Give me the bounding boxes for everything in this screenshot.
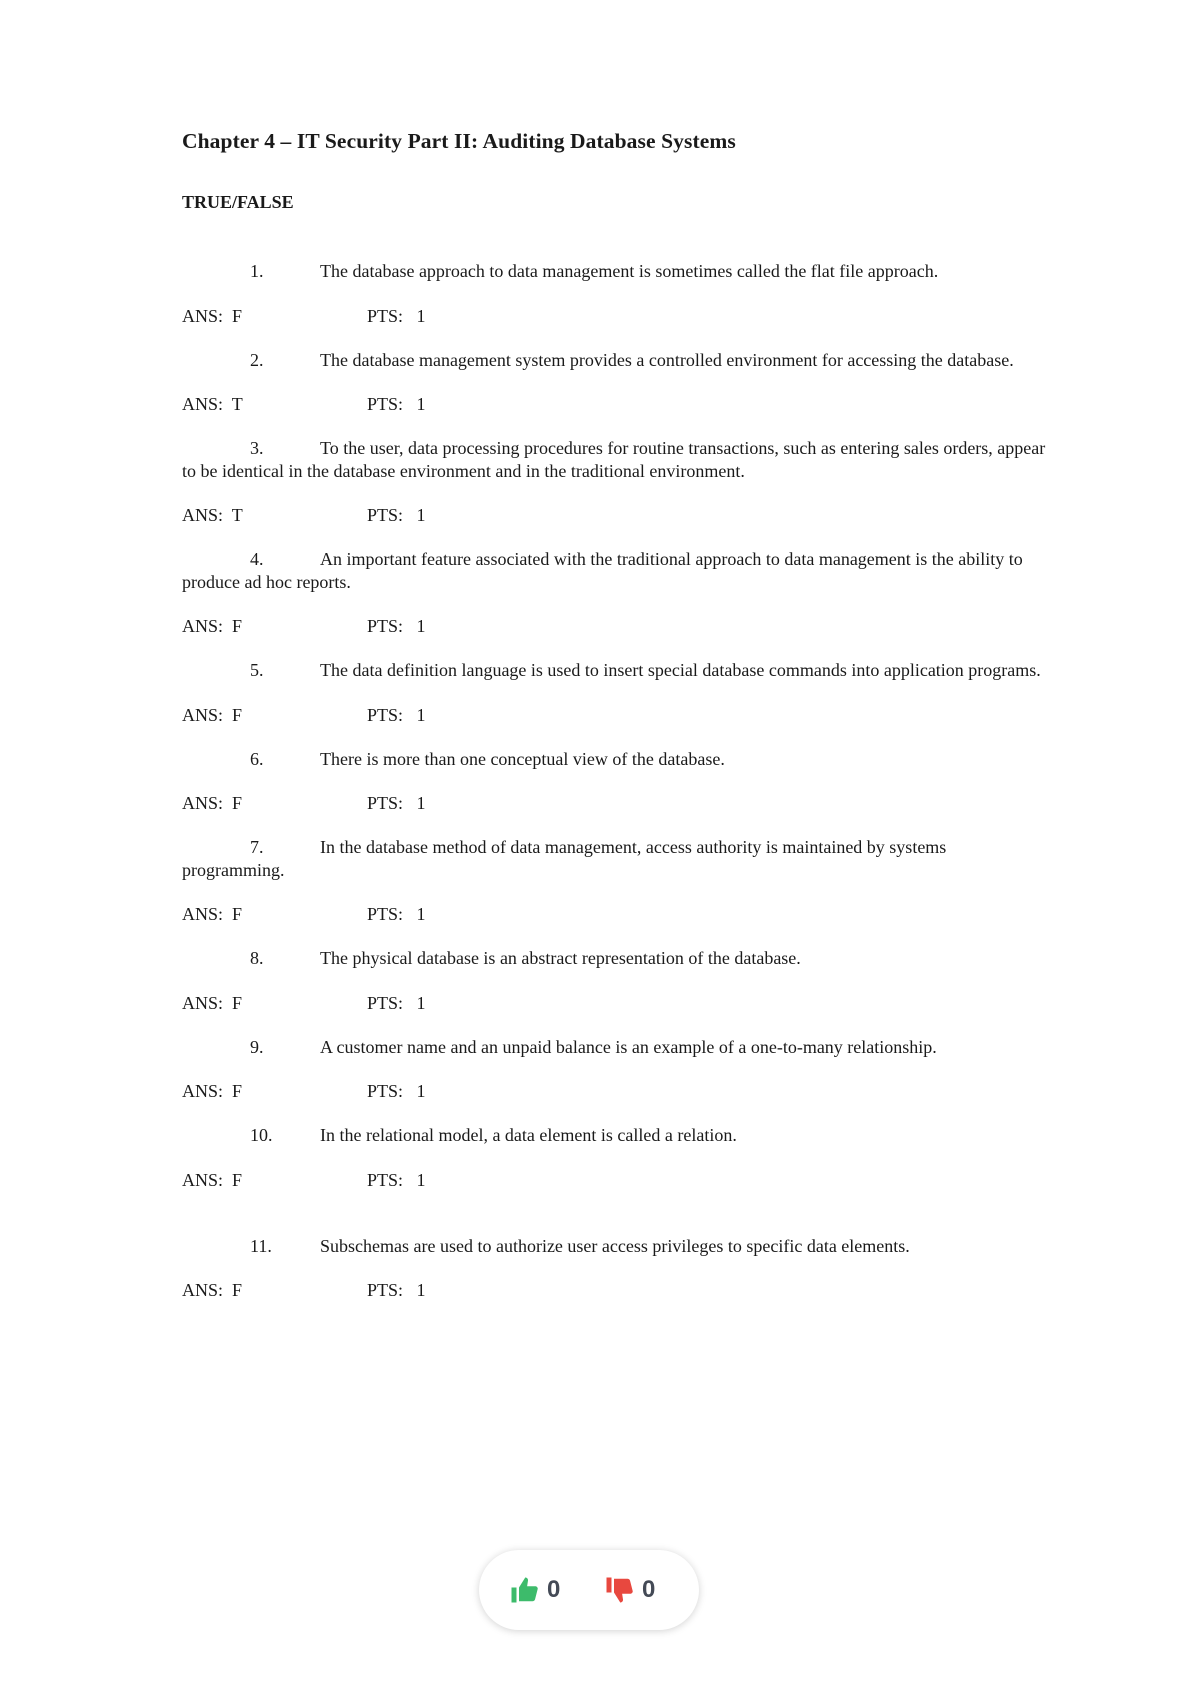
- question-text: In the relational model, a data element is called a relation.: [320, 1125, 737, 1145]
- upvote-button[interactable]: [509, 1572, 560, 1608]
- question-8: [182, 947, 1052, 970]
- question-number: 9.: [250, 1036, 264, 1057]
- question-11: [182, 1235, 1052, 1258]
- points: PTS: 1: [367, 1280, 426, 1300]
- answer-line-11: [182, 1279, 1052, 1301]
- question-7: [182, 836, 1052, 881]
- answer: ANS: T: [182, 505, 243, 525]
- answer-line-1: [182, 305, 1052, 327]
- answer: ANS: F: [182, 1280, 243, 1300]
- question-number: 5.: [250, 660, 264, 680]
- answer: ANS: F: [182, 904, 243, 924]
- question-number: 7.: [250, 837, 264, 857]
- question-list: [182, 260, 1052, 1301]
- question-text: Subschemas are used to authorize user access privileges to specific data elements.: [320, 1235, 910, 1256]
- answer: ANS: F: [182, 704, 243, 725]
- question-number: 11.: [250, 1235, 272, 1256]
- answer-line-6: [182, 792, 1052, 814]
- question-10: [182, 1124, 1052, 1147]
- answer-line-8: [182, 992, 1052, 1014]
- question-number: 4.: [250, 549, 264, 569]
- points: PTS: 1: [367, 1081, 426, 1101]
- points: PTS: 1: [367, 1169, 426, 1190]
- points: PTS: 1: [367, 793, 426, 813]
- question-1: [182, 260, 1052, 283]
- question-text: The data definition language is used to insert special database commands into application programs.: [320, 660, 1041, 680]
- question-4: [182, 548, 1052, 593]
- question-number: 8.: [250, 948, 264, 968]
- section-heading: TRUE/FALSE: [182, 192, 294, 212]
- answer-line-7: [182, 903, 1052, 925]
- answer-line-2: [182, 393, 1052, 415]
- points: PTS: 1: [367, 505, 426, 525]
- answer-line-10: [182, 1169, 1052, 1191]
- question-6: [182, 748, 1052, 771]
- vote-widget: [479, 1550, 699, 1630]
- answer: ANS: F: [182, 1169, 243, 1190]
- spacer: [182, 1213, 1052, 1235]
- question-text: There is more than one conceptual view of the database.: [320, 748, 725, 769]
- points: PTS: 1: [367, 616, 426, 636]
- question-text: The database management system provides a controlled environment for accessing the database.: [320, 349, 1014, 370]
- question-text: A customer name and an unpaid balance is an example of a one-to-many relationship.: [320, 1036, 937, 1057]
- points: PTS: 1: [367, 904, 426, 924]
- downvote-button[interactable]: [604, 1572, 655, 1608]
- question-5: [182, 659, 1052, 682]
- question-text: An important feature associated with the traditional approach to data management is the ability to produce ad hoc reports.: [182, 549, 1023, 592]
- question-9: [182, 1036, 1052, 1059]
- points: PTS: 1: [367, 394, 426, 414]
- chapter-title: Chapter 4 – IT Security Part II: Auditing Database Systems: [182, 129, 736, 153]
- answer-line-9: [182, 1080, 1052, 1102]
- question-text: The database approach to data management is sometimes called the flat file approach.: [320, 261, 939, 281]
- answer-line-5: [182, 704, 1052, 726]
- downvote-count: 0: [642, 1576, 656, 1603]
- question-number: 10.: [250, 1125, 273, 1145]
- question-text: In the database method of data management, access authority is maintained by systems programming.: [182, 837, 947, 880]
- question-3: [182, 437, 1052, 482]
- points: PTS: 1: [367, 992, 426, 1013]
- document-page: [182, 126, 1052, 1323]
- points: PTS: 1: [367, 704, 426, 725]
- question-text: The physical database is an abstract representation of the database.: [320, 948, 801, 968]
- answer: ANS: F: [182, 616, 243, 636]
- answer-line-3: [182, 504, 1052, 526]
- answer: ANS: F: [182, 793, 243, 813]
- thumbs-down-icon: [604, 1575, 634, 1605]
- question-number: 1.: [250, 261, 264, 281]
- question-2: [182, 349, 1052, 372]
- thumbs-up-icon: [509, 1575, 539, 1605]
- question-number: 3.: [250, 438, 264, 458]
- question-text: To the user, data processing procedures for routine transactions, such as entering sales orders, appear to be identical in the database environment and in the traditional environment.: [182, 438, 1046, 481]
- answer: ANS: F: [182, 1081, 243, 1101]
- answer: ANS: F: [182, 305, 243, 326]
- points: PTS: 1: [367, 305, 426, 326]
- question-number: 2.: [250, 349, 264, 370]
- answer-line-4: [182, 615, 1052, 637]
- upvote-count: 0: [547, 1576, 561, 1603]
- answer: ANS: F: [182, 992, 243, 1013]
- answer: ANS: T: [182, 394, 243, 414]
- question-number: 6.: [250, 748, 264, 769]
